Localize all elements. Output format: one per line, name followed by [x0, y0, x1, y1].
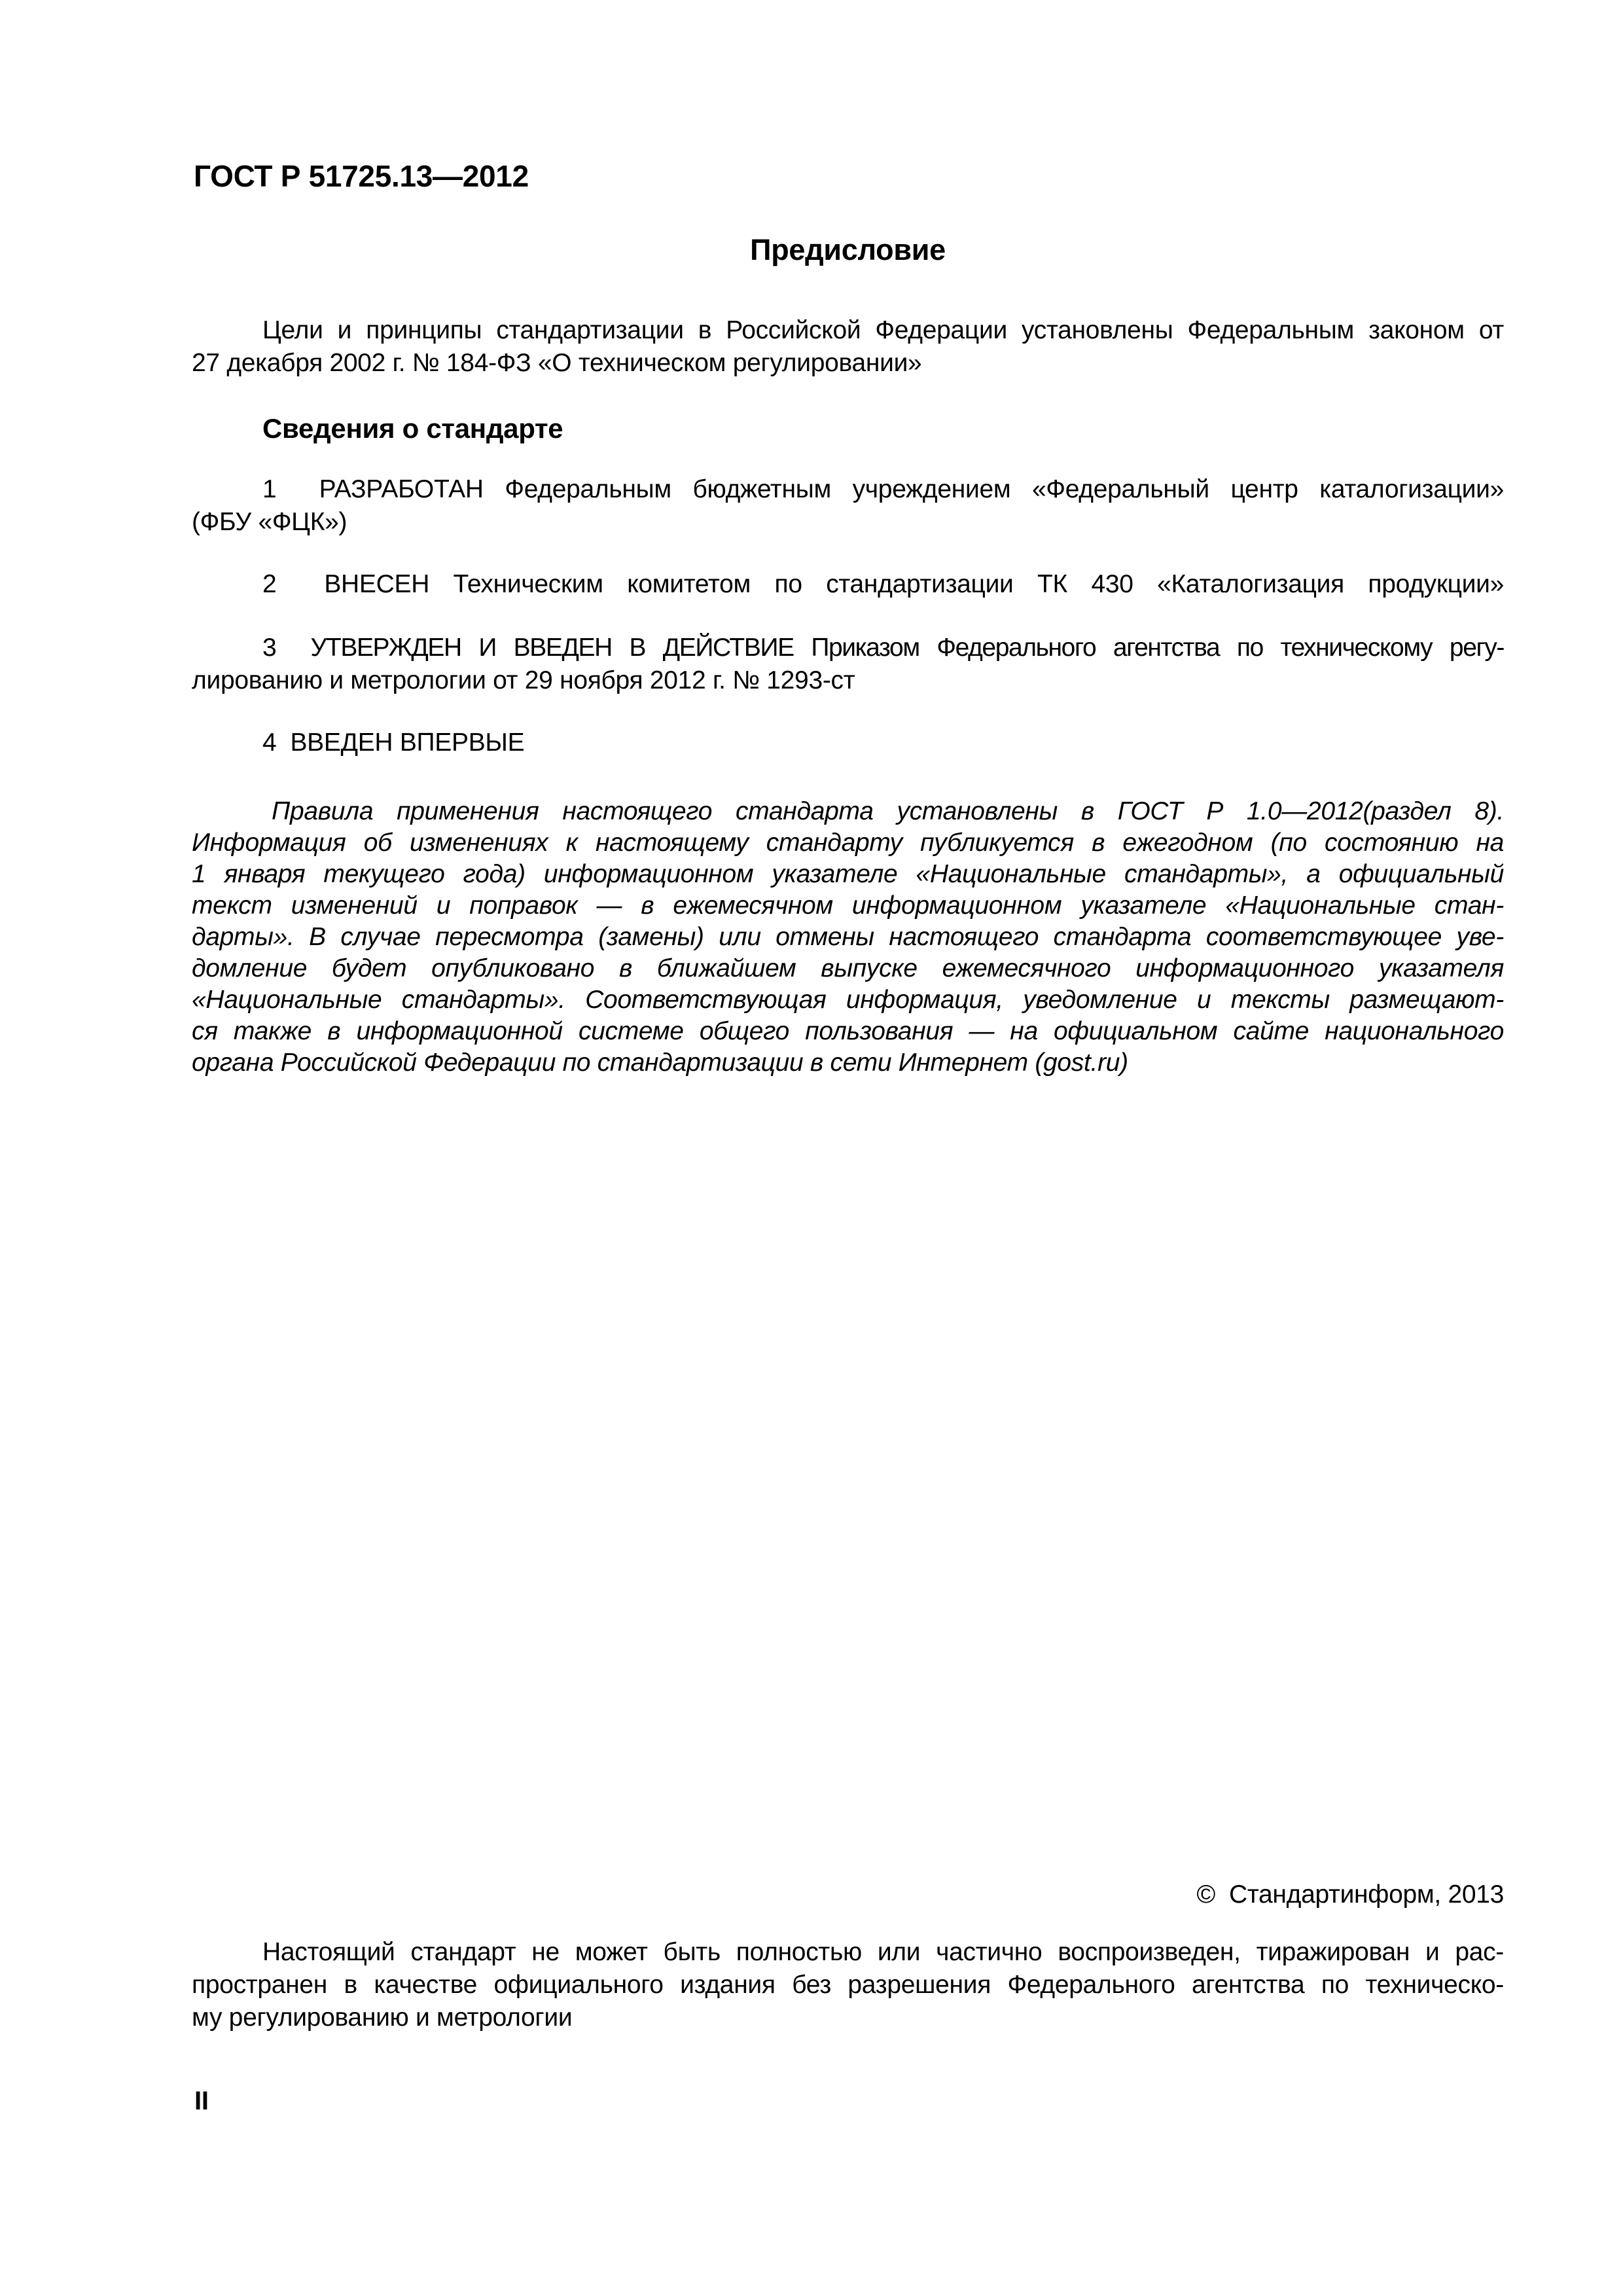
doc-code: ГОСТ Р 51725.13—2012: [194, 159, 529, 193]
info-item-line: 4 ВВЕДЕН ВПЕРВЫЕ: [262, 728, 525, 757]
reproduction-line: Настоящий стандарт не может быть полностью или частично воспроизведен, тиражирован и рас-: [262, 1938, 1504, 1966]
info-item-line: лированию и метрологии от 29 ноября 2012 г. № 1293-ст: [192, 666, 855, 694]
note-line: дарты». В случае пересмотра (замены) или отмены настоящего стандарта соответствующее уве-: [192, 923, 1504, 951]
reproduction-line: пространен в качестве официального издания без разрешения Федерального агентства по техническо-: [192, 1971, 1504, 1999]
reproduction-notice: [192, 1936, 1504, 2034]
intro-line: Цели и принципы стандартизации в Российской Федерации установлены Федеральным законом от: [262, 316, 1504, 344]
note-line: органа Российской Федерации по стандартизации в сети Интернет (gost.ru): [192, 1049, 1128, 1077]
note-line: ся также в информационной системе общего пользования — на официальном сайте национального: [192, 1017, 1504, 1045]
info-item-line: 3 УТВЕРЖДЕН И ВВЕДЕН В ДЕЙСТВИЕ Приказом Федерального агентства по техническому регу-: [262, 634, 1504, 662]
copyright-line: © Стандартинформ, 2013: [1196, 1880, 1504, 1909]
note-line: домление будет опубликовано в ближайшем выпуске ежемесячного информационного указателя: [192, 954, 1504, 982]
application-rules-note: [192, 796, 1504, 1079]
reproduction-line: му регулированию и метрологии: [192, 2003, 573, 2032]
note-line: Правила применения настоящего стандарта установлены в ГОСТ Р 1.0—2012(раздел 8).: [272, 797, 1504, 825]
info-item-line: 2 ВНЕСЕН Техническим комитетом по стандартизации ТК 430 «Каталогизация продукции»: [262, 570, 1504, 598]
info-item-line: (ФБУ «ФЦК»): [192, 508, 348, 536]
page-title: Предисловие: [750, 233, 946, 266]
info-item-2: [192, 568, 1504, 601]
page-number: II: [194, 2087, 209, 2115]
info-item-3: [192, 632, 1504, 697]
intro-line: 27 декабря 2002 г. № 184-ФЗ «О техническом регулировании»: [192, 349, 922, 377]
note-line: «Национальные стандарты». Соответствующая информация, уведомление и тексты размещают-: [192, 986, 1504, 1014]
info-item-line: 1 РАЗРАБОТАН Федеральным бюджетным учреждением «Федеральный центр каталогизации»: [262, 475, 1504, 503]
note-line: Информация об изменениях к настоящему стандарту публикуется в ежегодном (по состоянию на: [192, 829, 1504, 857]
standard-info-heading: Сведения о стандарте: [262, 413, 563, 444]
intro-paragraph: [192, 314, 1504, 380]
info-item-4: [192, 726, 1504, 759]
note-line: 1 января текущего года) информационном указателе «Национальные стандарты», а официальный: [192, 860, 1504, 888]
note-line: текст изменений и поправок — в ежемесячном информационном указателе «Национальные стан-: [192, 891, 1504, 920]
info-item-1: [192, 473, 1504, 539]
